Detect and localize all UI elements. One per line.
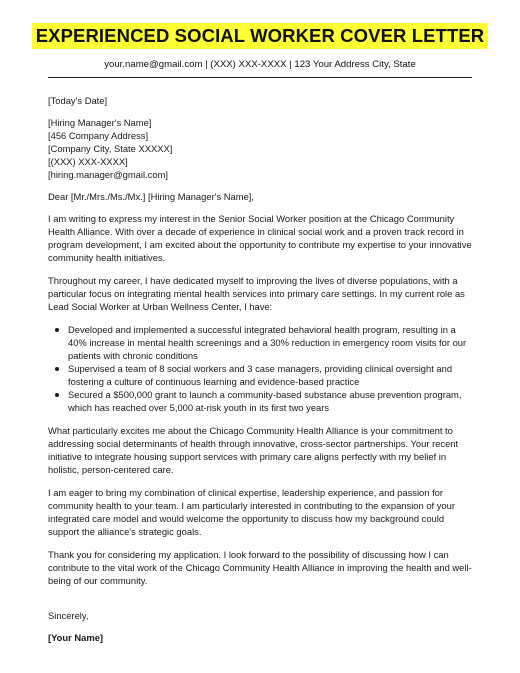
recipient-city: [Company City, State XXXXX] xyxy=(48,143,173,154)
salutation: Dear [Mr./Mrs./Ms./Mx.] [Hiring Manager's Name], xyxy=(48,191,254,202)
list-item: Developed and implemented a successful integrated behavioral health program, resulting in a 40% increase in mental health screenings and a 30% reduction in emergency room visits for our patients with chronic conditions xyxy=(48,323,474,362)
achievements-list xyxy=(48,323,474,414)
recipient-email: [hiring.manager@gmail.com] xyxy=(48,169,168,180)
paragraph-career: Throughout my career, I have dedicated myself to improving the lives of diverse populations, with a particular focus on integrating mental health services into primary care settings. In my current role as Lead Social Worker at Urban Wellness Center, I have: xyxy=(48,275,465,312)
document-title: EXPERIENCED SOCIAL WORKER COVER LETTER xyxy=(32,23,489,49)
paragraph-thanks: Thank you for considering my application. I look forward to the possibility of discussing how I can contribute to the vital work of the Chicago Community Health Alliance in improving the health and well-being of our community. xyxy=(48,549,472,586)
list-item: Secured a $500,000 grant to launch a community-based substance abuse prevention program, which has reached over 5,000 at-risk youth in its first two years xyxy=(48,388,474,414)
letter-date: [Today's Date] xyxy=(48,95,108,106)
list-item: Supervised a team of 8 social workers and 3 case managers, providing clinical oversight and fostering a culture of continuous learning and evidence-based practice xyxy=(48,362,474,388)
recipient-address: [456 Company Address] xyxy=(48,130,149,141)
header-divider xyxy=(48,77,472,78)
contact-line: your.name@gmail.com | (XXX) XXX-XXXX | 123 Your Address City, State xyxy=(104,59,416,70)
title-container xyxy=(0,23,520,49)
signature-name: [Your Name] xyxy=(48,632,104,643)
paragraph-eager: I am eager to bring my combination of clinical expertise, leadership experience, and passion for community health to your team. I am particularly interested in contributing to the expansion of your integrated care model and would welcome the opportunity to discuss how my background could support the alliance's strategic goals. xyxy=(48,487,455,537)
paragraph-intro: I am writing to express my interest in the Senior Social Worker position at the Chicago Community Health Alliance. With over a decade of experience in clinical social work and a proven track record in program development, I am excited about the opportunity to contribute my expertise to your innovative community health initiatives. xyxy=(48,213,472,263)
recipient-block xyxy=(48,116,474,181)
recipient-phone: [(XXX) XXX-XXXX] xyxy=(48,156,128,167)
closing: Sincerely, xyxy=(48,610,89,621)
paragraph-alliance: What particularly excites me about the Chicago Community Health Alliance is your commitment to addressing social determinants of health through innovative, cross-sector partnerships. Your recent initiative to integrate housing support services with primary care aligns perfectly with my belief in holistic, person-centered care. xyxy=(48,425,459,475)
recipient-name: [Hiring Manager's Name] xyxy=(48,117,152,128)
letter-body xyxy=(48,94,474,644)
